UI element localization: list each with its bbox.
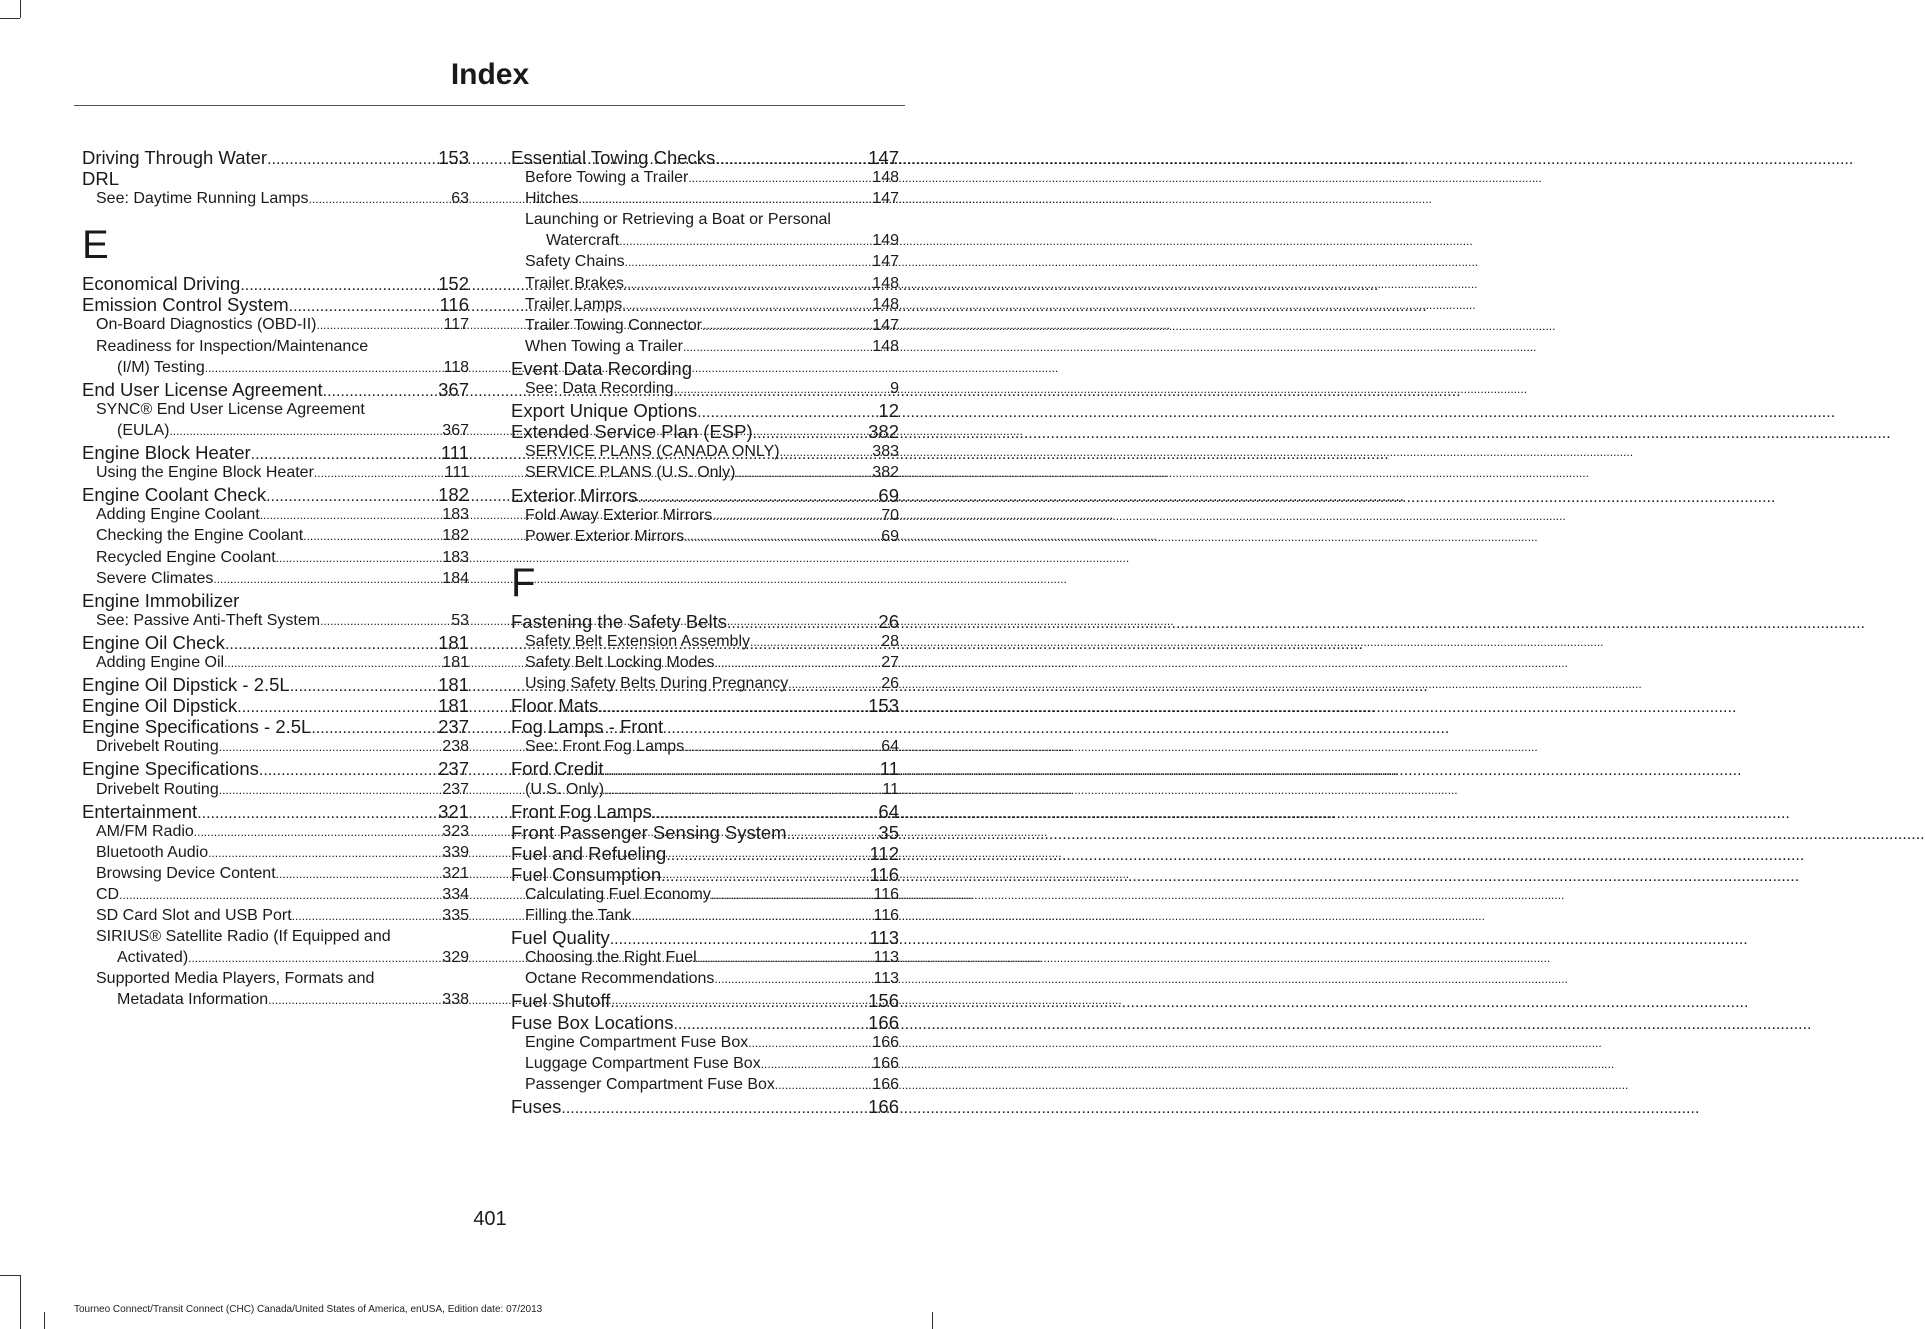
index-entry-page: 69 bbox=[881, 527, 899, 545]
index-entry-label: Economical Driving bbox=[82, 273, 241, 295]
index-entry-page: 148 bbox=[872, 169, 899, 187]
index-entry bbox=[82, 714, 469, 738]
index-subentry bbox=[511, 1031, 899, 1052]
index-entry-page: 367 bbox=[442, 421, 469, 439]
index-entry-page: 112 bbox=[869, 842, 899, 864]
index-entry-label: Engine Coolant Check bbox=[82, 484, 267, 506]
index-entry bbox=[82, 292, 469, 316]
footer-edition-info: Tourneo Connect/Transit Connect (CHC) Canada/United States of America, enUSA, Edition date: 07/2013 bbox=[74, 1304, 543, 1315]
index-entry-page: 26 bbox=[881, 675, 899, 693]
dot-leader bbox=[561, 1094, 868, 1122]
index-entry-page: 117 bbox=[443, 316, 469, 334]
index-entry-label: Front Fog Lamps bbox=[511, 800, 652, 822]
index-entry-label: Filling the Tank bbox=[525, 907, 632, 925]
index-entry-label: Fuses bbox=[511, 1095, 562, 1117]
index-entry-label: Fuel and Refueling bbox=[511, 842, 667, 864]
index-subentry bbox=[82, 735, 469, 756]
index-subentry bbox=[82, 546, 469, 567]
index-entry-page: 182 bbox=[438, 484, 469, 506]
index-entry-page: 166 bbox=[872, 1075, 899, 1093]
index-entry-page: 237 bbox=[442, 780, 469, 798]
index-subentry bbox=[82, 503, 469, 524]
index-entry-label: Activated) bbox=[117, 949, 189, 967]
index-column-right bbox=[511, 145, 899, 1115]
index-subentry bbox=[511, 1073, 899, 1094]
index-entry-page: 64 bbox=[878, 800, 899, 822]
index-entry-page: 383 bbox=[872, 443, 899, 461]
index-entry-page: 338 bbox=[442, 991, 469, 1009]
index-entry-label: Fuel Shutoff bbox=[511, 990, 611, 1012]
index-subentry bbox=[82, 904, 469, 925]
index-entry-label: Octane Recommendations bbox=[525, 970, 715, 988]
index-entry-page: 181 bbox=[438, 695, 469, 717]
index-entry-page: 339 bbox=[442, 843, 469, 861]
index-entry-page: 147 bbox=[872, 190, 899, 208]
index-entry-page: 183 bbox=[442, 506, 469, 524]
index-entry-page: 181 bbox=[442, 653, 469, 671]
index-entry-page: 152 bbox=[438, 273, 469, 295]
index-subentry bbox=[511, 735, 899, 756]
index-entry-page: 35 bbox=[878, 821, 899, 843]
index-entry-page: 183 bbox=[442, 548, 469, 566]
index-entry bbox=[511, 714, 899, 738]
index-entry bbox=[82, 166, 469, 190]
index-entry-page: 323 bbox=[442, 822, 469, 840]
index-entry-label: Safety Chains bbox=[525, 253, 625, 271]
index-entry-page: 334 bbox=[442, 886, 469, 903]
index-entry-page: 181 bbox=[438, 631, 469, 653]
index-entry-page: 12 bbox=[878, 400, 899, 422]
index-entry-label: Safety Belt Extension Assembly bbox=[525, 632, 750, 650]
index-entry-page: 147 bbox=[872, 316, 899, 334]
index-entry-page: 113 bbox=[869, 927, 899, 949]
index-entry-label: Adding Engine Coolant bbox=[96, 506, 260, 524]
index-entry-page: 148 bbox=[872, 337, 899, 355]
page-number: 401 bbox=[473, 1208, 507, 1230]
index-entry-label: Drivebelt Routing bbox=[96, 780, 219, 798]
index-entry-label: Trailer Lamps bbox=[525, 295, 623, 313]
index-entry-label: Engine Oil Check bbox=[82, 631, 225, 653]
index-entry-page: 116 bbox=[439, 294, 469, 316]
index-entry bbox=[82, 799, 469, 820]
index-subentry bbox=[82, 651, 469, 672]
crop-mark-bottom-left-tick bbox=[44, 1312, 45, 1329]
index-entry bbox=[82, 145, 469, 166]
index-entry-label: Passenger Compartment Fuse Box bbox=[525, 1075, 775, 1093]
index-subentry bbox=[82, 187, 469, 208]
index-entry-label: Front Passenger Sensing System bbox=[511, 821, 787, 843]
index-subentry bbox=[511, 377, 899, 398]
index-entry bbox=[511, 356, 899, 377]
index-subentry bbox=[511, 314, 899, 335]
crop-mark-bottom-left-h bbox=[0, 1275, 20, 1276]
index-entry-page: 111 bbox=[440, 442, 469, 464]
index-entry-page: 382 bbox=[868, 421, 899, 443]
index-entry-label: See: Passive Anti-Theft System bbox=[96, 611, 321, 629]
index-subentry-label-line1: SYNC® End User License Agreement bbox=[96, 400, 365, 418]
index-entry-label: Engine Immobilizer bbox=[82, 589, 240, 611]
index-subentry bbox=[511, 672, 899, 693]
index-subentry bbox=[511, 904, 899, 925]
index-entry bbox=[82, 482, 469, 506]
index-entry-page: 28 bbox=[881, 632, 899, 650]
index-entry-label: When Towing a Trailer bbox=[525, 337, 683, 355]
index-entry-label: SERVICE PLANS (CANADA ONLY) bbox=[525, 443, 780, 461]
index-entry-page: 116 bbox=[873, 886, 899, 903]
index-entry-label: Engine Block Heater bbox=[82, 442, 251, 464]
index-entry bbox=[511, 1094, 899, 1115]
index-entry-label: Engine Oil Dipstick - 2.5L bbox=[82, 674, 290, 696]
index-entry-page: 148 bbox=[872, 295, 899, 313]
index-entry-label: Extended Service Plan (ESP) bbox=[511, 421, 753, 443]
index-entry-label: DRL bbox=[82, 168, 120, 190]
index-entry-page: 153 bbox=[438, 147, 469, 168]
index-entry-page: 367 bbox=[438, 378, 469, 400]
index-entry-label: See: Data Recording bbox=[525, 380, 674, 398]
index-entry-page: 237 bbox=[438, 758, 469, 780]
index-entry-page: 26 bbox=[878, 610, 899, 632]
index-entry bbox=[511, 609, 899, 630]
index-entry-label: Safety Belt Locking Modes bbox=[525, 653, 715, 671]
index-entry-page: 147 bbox=[872, 253, 899, 271]
index-subentry bbox=[511, 461, 899, 482]
index-entry-label: Metadata Information bbox=[117, 991, 269, 1009]
index-entry-label: Luggage Compartment Fuse Box bbox=[525, 1054, 761, 1072]
index-subentry-label-line1: Supported Media Players, Formats and bbox=[96, 970, 375, 988]
index-entry-page: 166 bbox=[872, 1033, 899, 1051]
index-entry bbox=[511, 841, 899, 862]
index-entry-page: 69 bbox=[878, 484, 899, 506]
index-entry bbox=[511, 483, 899, 504]
index-entry bbox=[82, 756, 469, 780]
index-entry-label: Bluetooth Audio bbox=[96, 843, 209, 861]
index-entry-page: 184 bbox=[442, 569, 469, 587]
index-entry bbox=[511, 925, 899, 949]
index-entry-label: Emission Control System bbox=[82, 294, 289, 316]
index-entry-label: Fuel Consumption bbox=[511, 863, 662, 885]
index-entry-label: Choosing the Right Fuel bbox=[525, 949, 697, 967]
index-entry-page: 182 bbox=[442, 527, 469, 545]
index-entry-label: Engine Oil Dipstick bbox=[82, 695, 238, 717]
index-subentry bbox=[82, 524, 469, 545]
index-entry-label: Using the Engine Block Heater bbox=[96, 464, 314, 482]
index-entry bbox=[511, 693, 899, 717]
index-entry-page: 329 bbox=[442, 949, 469, 967]
index-entry-label: Essential Towing Checks bbox=[511, 147, 716, 168]
page-title: Index bbox=[450, 58, 530, 91]
index-entry bbox=[82, 630, 469, 651]
index-entry-label: Floor Mats bbox=[511, 695, 599, 717]
index-entry bbox=[511, 145, 899, 166]
index-entry-label: Adding Engine Oil bbox=[96, 653, 225, 671]
index-entry-label: Power Exterior Mirrors bbox=[525, 527, 685, 545]
index-entry-label: Driving Through Water bbox=[82, 147, 268, 168]
index-subentry bbox=[511, 778, 899, 799]
index-entry-label: Calculating Fuel Economy bbox=[525, 886, 711, 903]
index-entry-label: On-Board Diagnostics (OBD-II) bbox=[96, 316, 317, 334]
index-entry bbox=[511, 988, 899, 1012]
index-entry-label: Severe Climates bbox=[96, 569, 214, 587]
index-column-left bbox=[82, 145, 469, 1010]
index-entry-label: End User License Agreement bbox=[82, 378, 323, 400]
index-entry-page: 321 bbox=[438, 800, 469, 822]
index-subentry bbox=[511, 293, 899, 314]
index-entry bbox=[511, 756, 899, 780]
index-entry-label: Trailer Brakes bbox=[525, 274, 624, 292]
title-divider bbox=[74, 105, 905, 106]
index-entry-label: Event Data Recording bbox=[511, 357, 692, 379]
index-entry-label: AM/FM Radio bbox=[96, 822, 194, 840]
index-entry-label: Watercraft bbox=[546, 232, 620, 250]
index-entry-page: 237 bbox=[438, 716, 469, 738]
index-entry-page: 148 bbox=[872, 274, 899, 292]
crop-mark-bottom-right-tick bbox=[932, 1312, 933, 1329]
index-entry-page: 149 bbox=[872, 232, 899, 250]
index-entry-label: Exterior Mirrors bbox=[511, 484, 638, 506]
crop-mark-bottom-left-v bbox=[20, 1275, 21, 1329]
index-subentry bbox=[82, 567, 469, 588]
crop-mark-top-left-v bbox=[20, 0, 21, 18]
index-entry-label: (EULA) bbox=[117, 421, 170, 439]
index-entry-page: 9 bbox=[890, 380, 899, 398]
index-entry bbox=[511, 820, 899, 841]
index-entry-page: 70 bbox=[881, 506, 899, 524]
index-entry bbox=[511, 862, 899, 883]
dot-leader bbox=[309, 187, 452, 211]
index-entry bbox=[82, 672, 469, 696]
index-subentry bbox=[82, 335, 469, 377]
index-subentry bbox=[82, 461, 469, 482]
index-subentry bbox=[82, 925, 469, 967]
index-entry-page: 113 bbox=[873, 949, 899, 967]
index-entry-page: 116 bbox=[869, 863, 899, 885]
index-entry-label: (U.S. Only) bbox=[525, 780, 605, 798]
index-entry-page: 113 bbox=[873, 970, 899, 988]
index-subentry bbox=[511, 651, 899, 672]
index-entry-page: 116 bbox=[873, 907, 899, 925]
index-entry-page: 111 bbox=[444, 464, 469, 482]
index-entry-page: 156 bbox=[868, 990, 899, 1012]
index-entry-label: Engine Specifications bbox=[82, 758, 259, 780]
index-entry-label: Checking the Engine Coolant bbox=[96, 527, 304, 545]
index-subentry-label-line1: Readiness for Inspection/Maintenance bbox=[96, 337, 369, 355]
index-entry-label: Hitches bbox=[525, 190, 579, 208]
index-entry bbox=[82, 377, 469, 398]
index-entry-label: Engine Compartment Fuse Box bbox=[525, 1033, 749, 1051]
index-entry bbox=[511, 1010, 899, 1031]
index-entry bbox=[82, 588, 469, 609]
index-entry bbox=[82, 693, 469, 717]
index-subentry bbox=[82, 609, 469, 630]
index-subentry bbox=[82, 862, 469, 883]
index-entry-page: 321 bbox=[442, 864, 469, 882]
dot-leader bbox=[268, 988, 442, 1012]
index-subentry bbox=[82, 883, 469, 904]
index-subentry bbox=[511, 335, 899, 356]
index-entry-page: 64 bbox=[881, 738, 899, 756]
dot-leader bbox=[684, 525, 881, 549]
index-subentry bbox=[82, 841, 469, 862]
index-entry-page: 166 bbox=[868, 1095, 899, 1117]
index-entry-page: 166 bbox=[872, 1054, 899, 1072]
index-entry-label: Fastening the Safety Belts bbox=[511, 610, 727, 632]
section-letter: E bbox=[82, 223, 109, 268]
index-subentry bbox=[511, 1052, 899, 1073]
index-entry-page: 11 bbox=[882, 780, 899, 798]
index-entry-label: Export Unique Options bbox=[511, 400, 698, 422]
index-entry-label: See: Daytime Running Lamps bbox=[96, 190, 309, 208]
crop-mark-top-left-h bbox=[0, 18, 20, 19]
index-entry bbox=[82, 440, 469, 464]
index-entry-label: Ford Credit bbox=[511, 758, 604, 780]
index-subentry bbox=[82, 967, 469, 1009]
index-entry-label: Drivebelt Routing bbox=[96, 738, 219, 756]
index-entry bbox=[511, 398, 899, 422]
index-subentry bbox=[511, 187, 899, 208]
index-entry bbox=[82, 271, 469, 295]
index-entry-label: Trailer Towing Connector bbox=[525, 316, 702, 334]
index-entry bbox=[511, 419, 899, 443]
index-entry-page: 147 bbox=[868, 147, 899, 168]
index-subentry-label-line1: Launching or Retrieving a Boat or Personal bbox=[525, 211, 831, 229]
index-subentry bbox=[82, 778, 469, 799]
index-subentry bbox=[511, 946, 899, 967]
index-entry bbox=[511, 799, 899, 820]
index-subentry bbox=[82, 398, 469, 440]
index-subentry bbox=[511, 630, 899, 651]
index-entry-label: Recycled Engine Coolant bbox=[96, 548, 276, 566]
index-subentry bbox=[82, 820, 469, 841]
index-entry-page: 53 bbox=[451, 611, 469, 629]
index-subentry bbox=[82, 313, 469, 334]
index-entry-label: Engine Specifications - 2.5L bbox=[82, 716, 312, 738]
section-letter: F bbox=[511, 560, 536, 605]
index-subentry bbox=[511, 883, 899, 904]
index-entry-label: Browsing Device Content bbox=[96, 864, 276, 882]
index-subentry bbox=[511, 272, 899, 293]
index-subentry bbox=[511, 525, 899, 546]
index-entry-page: 181 bbox=[438, 674, 469, 696]
index-entry-label: Fuel Quality bbox=[511, 927, 610, 949]
index-entry-label: Entertainment bbox=[82, 800, 198, 822]
index-entry-label: Fuse Box Locations bbox=[511, 1011, 674, 1033]
index-subentry bbox=[511, 967, 899, 988]
index-entry-page: 63 bbox=[451, 190, 469, 208]
index-entry-label: Using Safety Belts During Pregnancy bbox=[525, 675, 789, 693]
index-entry-label: Fold Away Exterior Mirrors bbox=[525, 506, 713, 524]
index-entry-page: 118 bbox=[443, 358, 469, 376]
index-entry-page: 11 bbox=[879, 758, 899, 780]
index-entry-page: 27 bbox=[881, 653, 899, 671]
index-subentry bbox=[511, 250, 899, 271]
index-entry-page: 166 bbox=[868, 1011, 899, 1033]
index-subentry bbox=[511, 166, 899, 187]
index-entry-page: 335 bbox=[442, 907, 469, 925]
index-entry-page: 238 bbox=[442, 738, 469, 756]
index-subentry bbox=[511, 440, 899, 461]
index-subentry bbox=[511, 208, 899, 250]
index-entry-label: Fog Lamps - Front bbox=[511, 716, 664, 738]
index-subentry-label-line1: SIRIUS® Satellite Radio (If Equipped and bbox=[96, 928, 391, 946]
index-entry-page: 382 bbox=[872, 464, 899, 482]
index-entry-page: 153 bbox=[868, 695, 899, 717]
index-entry-label: See: Front Fog Lamps bbox=[525, 738, 685, 756]
index-subentry bbox=[511, 504, 899, 525]
index-entry-label: (I/M) Testing bbox=[117, 358, 205, 376]
index-entry-label: SERVICE PLANS (U.S. Only) bbox=[525, 464, 736, 482]
index-entry-label: Before Towing a Trailer bbox=[525, 169, 689, 187]
index-entry-label: CD bbox=[96, 886, 120, 903]
index-entry-label: SD Card Slot and USB Port bbox=[96, 907, 292, 925]
